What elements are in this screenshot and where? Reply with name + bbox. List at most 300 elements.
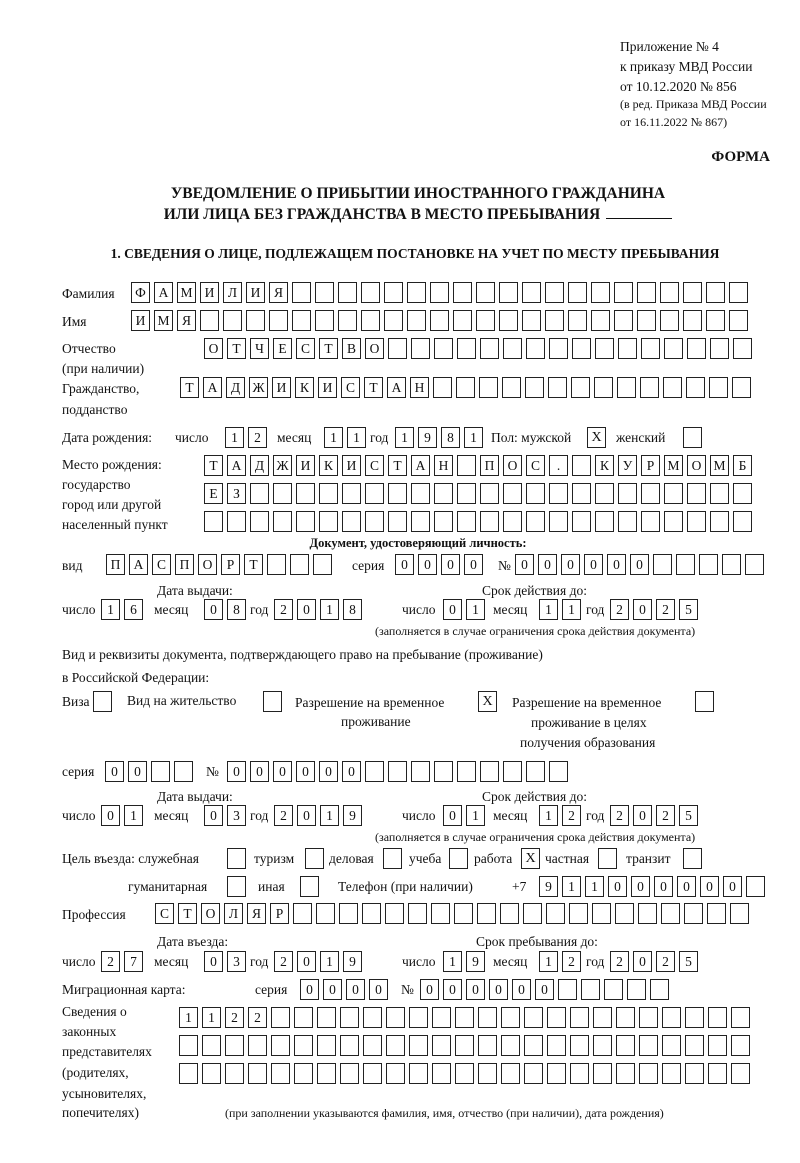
char-cell[interactable]: 2 — [225, 1007, 244, 1028]
char-cell[interactable] — [710, 511, 729, 532]
char-cell[interactable]: Т — [388, 455, 407, 476]
char-cell[interactable] — [453, 310, 472, 331]
char-cell[interactable] — [523, 903, 542, 924]
char-cell[interactable] — [572, 483, 591, 504]
char-cell[interactable] — [294, 1063, 313, 1084]
char-cell[interactable]: 0 — [441, 554, 460, 575]
char-cell[interactable]: К — [595, 455, 614, 476]
char-cell[interactable]: 1 — [466, 599, 485, 620]
char-cell[interactable] — [476, 310, 495, 331]
char-cell[interactable]: Б — [733, 455, 752, 476]
char-cell[interactable] — [501, 1007, 520, 1028]
char-cell[interactable] — [591, 310, 610, 331]
char-cell[interactable] — [432, 1007, 451, 1028]
char-cell[interactable] — [340, 1063, 359, 1084]
char-cell[interactable]: 0 — [227, 761, 246, 782]
migration-number-field[interactable] — [420, 979, 669, 1000]
char-cell[interactable] — [434, 483, 453, 504]
char-cell[interactable]: П — [106, 554, 125, 575]
purpose-work-checkbox[interactable]: X — [521, 848, 540, 869]
char-cell[interactable]: М — [177, 282, 196, 303]
char-cell[interactable] — [409, 1007, 428, 1028]
char-cell[interactable]: Т — [180, 377, 199, 398]
char-cell[interactable]: 0 — [631, 876, 650, 897]
purpose-tourism-checkbox[interactable] — [305, 848, 324, 869]
char-cell[interactable]: Я — [247, 903, 266, 924]
purpose-private-checkbox[interactable] — [598, 848, 617, 869]
char-cell[interactable] — [365, 483, 384, 504]
char-cell[interactable] — [292, 310, 311, 331]
char-cell[interactable]: 0 — [608, 876, 627, 897]
char-cell[interactable] — [479, 377, 498, 398]
char-cell[interactable]: А — [227, 455, 246, 476]
stay-until-day-field[interactable] — [443, 951, 485, 972]
char-cell[interactable]: 0 — [204, 951, 223, 972]
char-cell[interactable] — [338, 282, 357, 303]
char-cell[interactable]: Я — [269, 282, 288, 303]
char-cell[interactable] — [316, 903, 335, 924]
residence-permit-checkbox[interactable] — [263, 691, 282, 712]
char-cell[interactable]: А — [387, 377, 406, 398]
char-cell[interactable] — [503, 338, 522, 359]
char-cell[interactable]: 0 — [633, 599, 652, 620]
char-cell[interactable]: 1 — [225, 427, 244, 448]
char-cell[interactable] — [547, 1007, 566, 1028]
char-cell[interactable] — [593, 1007, 612, 1028]
char-cell[interactable]: Р — [270, 903, 289, 924]
char-cell[interactable]: 0 — [346, 979, 365, 1000]
char-cell[interactable]: 0 — [297, 599, 316, 620]
char-cell[interactable] — [365, 761, 384, 782]
char-cell[interactable]: О — [503, 455, 522, 476]
char-cell[interactable] — [362, 903, 381, 924]
char-cell[interactable] — [315, 310, 334, 331]
char-cell[interactable]: 9 — [418, 427, 437, 448]
char-cell[interactable]: 2 — [274, 599, 293, 620]
char-cell[interactable] — [407, 282, 426, 303]
char-cell[interactable]: О — [201, 903, 220, 924]
char-cell[interactable]: 0 — [418, 554, 437, 575]
char-cell[interactable]: Т — [364, 377, 383, 398]
char-cell[interactable] — [662, 1063, 681, 1084]
char-cell[interactable] — [660, 310, 679, 331]
char-cell[interactable] — [409, 1035, 428, 1056]
char-cell[interactable]: 0 — [512, 979, 531, 1000]
birthplace-field-1[interactable] — [204, 455, 752, 476]
char-cell[interactable] — [407, 310, 426, 331]
char-cell[interactable] — [478, 1063, 497, 1084]
char-cell[interactable] — [708, 1035, 727, 1056]
char-cell[interactable] — [248, 1035, 267, 1056]
birth-month-field[interactable] — [324, 427, 366, 448]
stay-issue-month-field[interactable] — [204, 805, 246, 826]
char-cell[interactable] — [503, 761, 522, 782]
char-cell[interactable] — [548, 377, 567, 398]
char-cell[interactable]: 1 — [395, 427, 414, 448]
char-cell[interactable] — [616, 1063, 635, 1084]
char-cell[interactable]: 1 — [347, 427, 366, 448]
char-cell[interactable] — [569, 903, 588, 924]
char-cell[interactable]: 8 — [441, 427, 460, 448]
char-cell[interactable] — [223, 310, 242, 331]
char-cell[interactable] — [595, 483, 614, 504]
char-cell[interactable] — [269, 310, 288, 331]
char-cell[interactable] — [388, 483, 407, 504]
doc-valid-year-field[interactable] — [610, 599, 698, 620]
char-cell[interactable] — [595, 511, 614, 532]
char-cell[interactable] — [388, 338, 407, 359]
char-cell[interactable] — [731, 1035, 750, 1056]
char-cell[interactable]: 9 — [343, 951, 362, 972]
char-cell[interactable] — [250, 511, 269, 532]
char-cell[interactable]: 0 — [584, 554, 603, 575]
char-cell[interactable] — [340, 1007, 359, 1028]
char-cell[interactable]: Р — [641, 455, 660, 476]
profession-field[interactable] — [155, 903, 749, 924]
char-cell[interactable] — [664, 511, 683, 532]
char-cell[interactable] — [618, 483, 637, 504]
doc-number-field[interactable] — [515, 554, 764, 575]
char-cell[interactable] — [640, 377, 659, 398]
char-cell[interactable]: 1 — [539, 599, 558, 620]
char-cell[interactable]: . — [549, 455, 568, 476]
char-cell[interactable] — [455, 1063, 474, 1084]
char-cell[interactable]: И — [272, 377, 291, 398]
char-cell[interactable]: С — [296, 338, 315, 359]
char-cell[interactable]: 0 — [538, 554, 557, 575]
char-cell[interactable]: 0 — [535, 979, 554, 1000]
char-cell[interactable]: 1 — [585, 876, 604, 897]
char-cell[interactable]: 2 — [562, 805, 581, 826]
char-cell[interactable] — [594, 377, 613, 398]
doc-issue-month-field[interactable] — [204, 599, 246, 620]
char-cell[interactable]: С — [526, 455, 545, 476]
birth-year-field[interactable] — [395, 427, 483, 448]
char-cell[interactable] — [457, 338, 476, 359]
char-cell[interactable] — [338, 310, 357, 331]
char-cell[interactable] — [273, 483, 292, 504]
char-cell[interactable]: 1 — [320, 805, 339, 826]
char-cell[interactable]: П — [480, 455, 499, 476]
char-cell[interactable] — [339, 903, 358, 924]
char-cell[interactable] — [547, 1063, 566, 1084]
char-cell[interactable] — [502, 377, 521, 398]
char-cell[interactable] — [409, 1063, 428, 1084]
char-cell[interactable] — [457, 483, 476, 504]
sex-female-checkbox[interactable] — [683, 427, 702, 448]
doc-type-field[interactable] — [106, 554, 332, 575]
char-cell[interactable] — [637, 282, 656, 303]
char-cell[interactable] — [729, 282, 748, 303]
char-cell[interactable] — [571, 377, 590, 398]
char-cell[interactable] — [430, 282, 449, 303]
char-cell[interactable] — [526, 761, 545, 782]
char-cell[interactable] — [363, 1063, 382, 1084]
char-cell[interactable]: Н — [434, 455, 453, 476]
char-cell[interactable]: 0 — [607, 554, 626, 575]
char-cell[interactable]: 0 — [250, 761, 269, 782]
char-cell[interactable] — [545, 282, 564, 303]
char-cell[interactable] — [202, 1063, 221, 1084]
char-cell[interactable] — [225, 1063, 244, 1084]
char-cell[interactable]: 1 — [443, 951, 462, 972]
char-cell[interactable]: 0 — [273, 761, 292, 782]
char-cell[interactable] — [500, 903, 519, 924]
doc-valid-month-field[interactable] — [539, 599, 581, 620]
char-cell[interactable] — [455, 1035, 474, 1056]
char-cell[interactable] — [361, 282, 380, 303]
entry-month-field[interactable] — [204, 951, 246, 972]
char-cell[interactable]: С — [152, 554, 171, 575]
char-cell[interactable] — [432, 1063, 451, 1084]
char-cell[interactable] — [361, 310, 380, 331]
char-cell[interactable] — [480, 338, 499, 359]
char-cell[interactable] — [595, 338, 614, 359]
char-cell[interactable] — [296, 483, 315, 504]
reps-field-3[interactable] — [179, 1063, 750, 1084]
char-cell[interactable]: 1 — [202, 1007, 221, 1028]
char-cell[interactable] — [558, 979, 577, 1000]
char-cell[interactable]: 0 — [654, 876, 673, 897]
char-cell[interactable]: 0 — [633, 951, 652, 972]
char-cell[interactable] — [616, 1035, 635, 1056]
char-cell[interactable] — [525, 377, 544, 398]
char-cell[interactable]: 6 — [124, 599, 143, 620]
char-cell[interactable] — [526, 483, 545, 504]
char-cell[interactable] — [457, 455, 476, 476]
char-cell[interactable] — [363, 1007, 382, 1028]
char-cell[interactable] — [710, 338, 729, 359]
visa-checkbox[interactable] — [93, 691, 112, 712]
char-cell[interactable] — [706, 282, 725, 303]
char-cell[interactable] — [365, 511, 384, 532]
char-cell[interactable] — [522, 310, 541, 331]
char-cell[interactable]: 5 — [679, 805, 698, 826]
char-cell[interactable] — [179, 1035, 198, 1056]
char-cell[interactable] — [732, 377, 751, 398]
char-cell[interactable] — [385, 903, 404, 924]
char-cell[interactable] — [227, 511, 246, 532]
char-cell[interactable] — [546, 903, 565, 924]
stay-number-field[interactable] — [227, 761, 568, 782]
char-cell[interactable]: 0 — [443, 805, 462, 826]
char-cell[interactable] — [641, 338, 660, 359]
char-cell[interactable] — [660, 282, 679, 303]
char-cell[interactable] — [273, 511, 292, 532]
char-cell[interactable] — [478, 1007, 497, 1028]
char-cell[interactable] — [480, 511, 499, 532]
char-cell[interactable]: Ф — [131, 282, 150, 303]
char-cell[interactable]: 0 — [204, 805, 223, 826]
char-cell[interactable] — [618, 511, 637, 532]
char-cell[interactable]: 2 — [656, 599, 675, 620]
char-cell[interactable] — [271, 1007, 290, 1028]
char-cell[interactable] — [522, 282, 541, 303]
char-cell[interactable] — [290, 554, 309, 575]
char-cell[interactable] — [545, 310, 564, 331]
char-cell[interactable]: И — [296, 455, 315, 476]
char-cell[interactable]: 1 — [124, 805, 143, 826]
char-cell[interactable] — [526, 338, 545, 359]
entry-day-field[interactable] — [101, 951, 143, 972]
char-cell[interactable] — [615, 903, 634, 924]
char-cell[interactable] — [662, 1007, 681, 1028]
char-cell[interactable] — [292, 282, 311, 303]
char-cell[interactable] — [434, 761, 453, 782]
char-cell[interactable] — [591, 282, 610, 303]
char-cell[interactable] — [501, 1063, 520, 1084]
char-cell[interactable]: 5 — [679, 951, 698, 972]
char-cell[interactable] — [733, 338, 752, 359]
char-cell[interactable]: 0 — [300, 979, 319, 1000]
char-cell[interactable]: 0 — [105, 761, 124, 782]
char-cell[interactable] — [296, 511, 315, 532]
char-cell[interactable] — [639, 1007, 658, 1028]
char-cell[interactable] — [686, 377, 705, 398]
char-cell[interactable] — [501, 1035, 520, 1056]
char-cell[interactable]: 8 — [227, 599, 246, 620]
char-cell[interactable]: 1 — [324, 427, 343, 448]
char-cell[interactable]: И — [131, 310, 150, 331]
char-cell[interactable] — [267, 554, 286, 575]
char-cell[interactable] — [499, 310, 518, 331]
char-cell[interactable]: 2 — [562, 951, 581, 972]
char-cell[interactable] — [340, 1035, 359, 1056]
char-cell[interactable] — [733, 511, 752, 532]
char-cell[interactable] — [503, 483, 522, 504]
stay-valid-day-field[interactable] — [443, 805, 485, 826]
char-cell[interactable] — [684, 903, 703, 924]
char-cell[interactable] — [293, 903, 312, 924]
char-cell[interactable] — [641, 483, 660, 504]
char-cell[interactable] — [317, 1007, 336, 1028]
doc-series-field[interactable] — [395, 554, 483, 575]
char-cell[interactable] — [455, 1007, 474, 1028]
char-cell[interactable] — [676, 554, 695, 575]
citizenship-field[interactable] — [180, 377, 751, 398]
char-cell[interactable]: Н — [410, 377, 429, 398]
char-cell[interactable]: 1 — [562, 876, 581, 897]
char-cell[interactable]: М — [664, 455, 683, 476]
char-cell[interactable]: 2 — [248, 1007, 267, 1028]
char-cell[interactable]: А — [129, 554, 148, 575]
char-cell[interactable]: 0 — [561, 554, 580, 575]
char-cell[interactable] — [709, 377, 728, 398]
char-cell[interactable]: К — [295, 377, 314, 398]
char-cell[interactable] — [478, 1035, 497, 1056]
char-cell[interactable]: Ж — [273, 455, 292, 476]
patronymic-field[interactable] — [204, 338, 752, 359]
char-cell[interactable] — [685, 1035, 704, 1056]
char-cell[interactable]: 0 — [633, 805, 652, 826]
char-cell[interactable] — [225, 1035, 244, 1056]
purpose-study-checkbox[interactable] — [449, 848, 468, 869]
char-cell[interactable]: М — [154, 310, 173, 331]
purpose-transit-checkbox[interactable] — [683, 848, 702, 869]
char-cell[interactable] — [294, 1035, 313, 1056]
char-cell[interactable] — [411, 338, 430, 359]
char-cell[interactable] — [708, 1007, 727, 1028]
char-cell[interactable] — [388, 511, 407, 532]
name-field[interactable] — [131, 310, 748, 331]
char-cell[interactable]: 0 — [723, 876, 742, 897]
char-cell[interactable] — [617, 377, 636, 398]
char-cell[interactable]: С — [365, 455, 384, 476]
char-cell[interactable] — [650, 979, 669, 1000]
char-cell[interactable] — [581, 979, 600, 1000]
char-cell[interactable] — [662, 1035, 681, 1056]
char-cell[interactable]: О — [687, 455, 706, 476]
char-cell[interactable]: И — [200, 282, 219, 303]
char-cell[interactable] — [664, 483, 683, 504]
char-cell[interactable] — [248, 1063, 267, 1084]
char-cell[interactable]: 3 — [227, 805, 246, 826]
char-cell[interactable] — [745, 554, 764, 575]
temp-residence-checkbox[interactable]: X — [478, 691, 497, 712]
char-cell[interactable] — [572, 455, 591, 476]
char-cell[interactable] — [200, 310, 219, 331]
char-cell[interactable]: 9 — [343, 805, 362, 826]
char-cell[interactable] — [707, 903, 726, 924]
char-cell[interactable]: 0 — [515, 554, 534, 575]
entry-year-field[interactable] — [274, 951, 362, 972]
purpose-business-checkbox[interactable] — [383, 848, 402, 869]
char-cell[interactable] — [568, 282, 587, 303]
char-cell[interactable]: 2 — [610, 951, 629, 972]
char-cell[interactable]: Ч — [250, 338, 269, 359]
char-cell[interactable] — [570, 1035, 589, 1056]
phone-field[interactable] — [539, 876, 765, 897]
char-cell[interactable] — [271, 1063, 290, 1084]
char-cell[interactable] — [151, 761, 170, 782]
purpose-humanitarian-checkbox[interactable] — [227, 876, 246, 897]
char-cell[interactable] — [549, 338, 568, 359]
char-cell[interactable] — [342, 511, 361, 532]
char-cell[interactable]: И — [318, 377, 337, 398]
char-cell[interactable]: И — [246, 282, 265, 303]
char-cell[interactable] — [699, 554, 718, 575]
reps-field-2[interactable] — [179, 1035, 750, 1056]
char-cell[interactable]: 0 — [420, 979, 439, 1000]
char-cell[interactable]: 2 — [610, 599, 629, 620]
char-cell[interactable] — [524, 1007, 543, 1028]
char-cell[interactable] — [457, 761, 476, 782]
char-cell[interactable]: 0 — [464, 554, 483, 575]
char-cell[interactable] — [637, 310, 656, 331]
char-cell[interactable] — [499, 282, 518, 303]
stay-issue-year-field[interactable] — [274, 805, 362, 826]
char-cell[interactable] — [524, 1035, 543, 1056]
char-cell[interactable] — [593, 1063, 612, 1084]
char-cell[interactable] — [480, 761, 499, 782]
char-cell[interactable] — [687, 511, 706, 532]
char-cell[interactable]: 0 — [443, 599, 462, 620]
char-cell[interactable]: 0 — [297, 805, 316, 826]
surname-field[interactable] — [131, 282, 748, 303]
char-cell[interactable]: 1 — [562, 599, 581, 620]
char-cell[interactable]: 1 — [539, 805, 558, 826]
char-cell[interactable] — [547, 1035, 566, 1056]
char-cell[interactable]: 0 — [128, 761, 147, 782]
char-cell[interactable] — [708, 1063, 727, 1084]
char-cell[interactable] — [653, 554, 672, 575]
char-cell[interactable] — [570, 1063, 589, 1084]
char-cell[interactable] — [246, 310, 265, 331]
char-cell[interactable] — [570, 1007, 589, 1028]
char-cell[interactable]: 0 — [700, 876, 719, 897]
char-cell[interactable]: Т — [204, 455, 223, 476]
char-cell[interactable] — [434, 511, 453, 532]
